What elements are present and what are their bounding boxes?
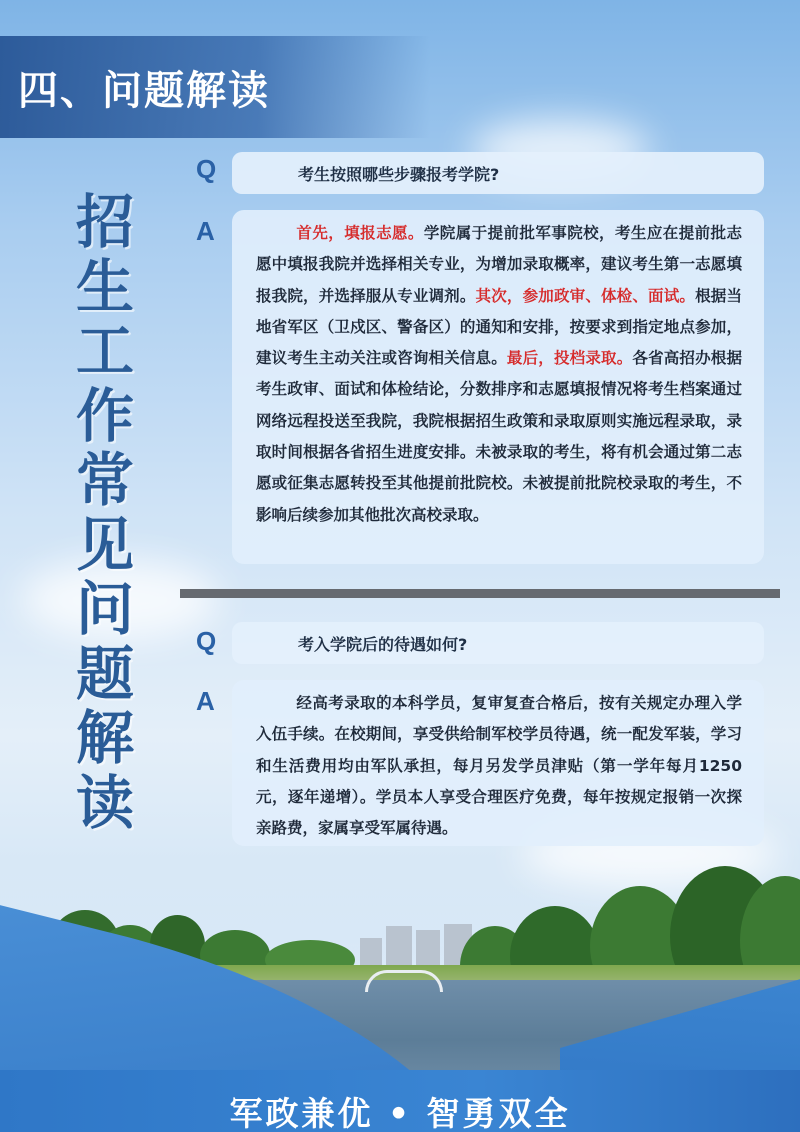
section-divider [180,589,780,598]
answer-box-2 [232,680,764,846]
slogan: 军政兼优 • 智勇双全 [229,1094,571,1132]
answer-part: 经高考录取的本科学员，复审复查合格后，按有关规定办理入学入伍手续。在校期间，享受供给制军校学员待遇，统一配发军装，学习和生活费用均由军队承担，每月另发学员津贴（第一学年每月1250元，逐年递增）。学员本人享受合理医疗免费，每年按规定报销一次探亲路费，家属享受军属待遇。 [256,694,742,838]
answer-part: 首先，填报志愿。 [296,224,424,242]
section-header [0,36,430,138]
a-marker-1: A [196,216,215,246]
answer-part: 最后，投档录取。 [506,349,633,368]
section-title: 四、问题解读 [18,67,270,114]
question-box-1 [232,152,764,194]
a-marker-2: A [196,686,215,716]
q-marker-2: Q [196,626,217,656]
question-text-1: 考生按照哪些步骤报考学院? [298,164,500,184]
question-text-2: 考入学院后的待遇如何? [298,634,468,654]
question-box-2 [232,622,764,664]
vertical-title: 招生工作常见问题解读 [75,188,134,837]
q-marker-1: Q [196,154,217,184]
answer-part: 其次，参加政审、体检、面试。 [475,286,696,305]
answer-box-1 [232,210,764,564]
answer-part: 根据当地省军区（卫戍区、警备区）的通知和安排，按要求到指定地点参加，建议考生主动关注或咨询相关信息。 [256,286,742,368]
answer-part: 学院属于提前批军事院校，考生应在提前批志愿中填报我院并选择相关专业，为增加录取概率，建议考生第一志愿填报我院，并选择服从专业调剂。 [256,224,742,305]
answer-part: 各省高招办根据考生政审、面试和体检结论，分数排序和志愿填报情况将考生档案通过网络远程投送至我院，我院根据招生政策和录取原则实施远程录取，录取时间根据各省招生进度安排。未被录取的考生，将有机会通过第二志愿或征集志愿转投至其他提前批院校。未被提前批院校录取的考生，不影响后续参加其他批次高校录取。 [256,349,742,524]
arch-bridge [365,970,443,992]
